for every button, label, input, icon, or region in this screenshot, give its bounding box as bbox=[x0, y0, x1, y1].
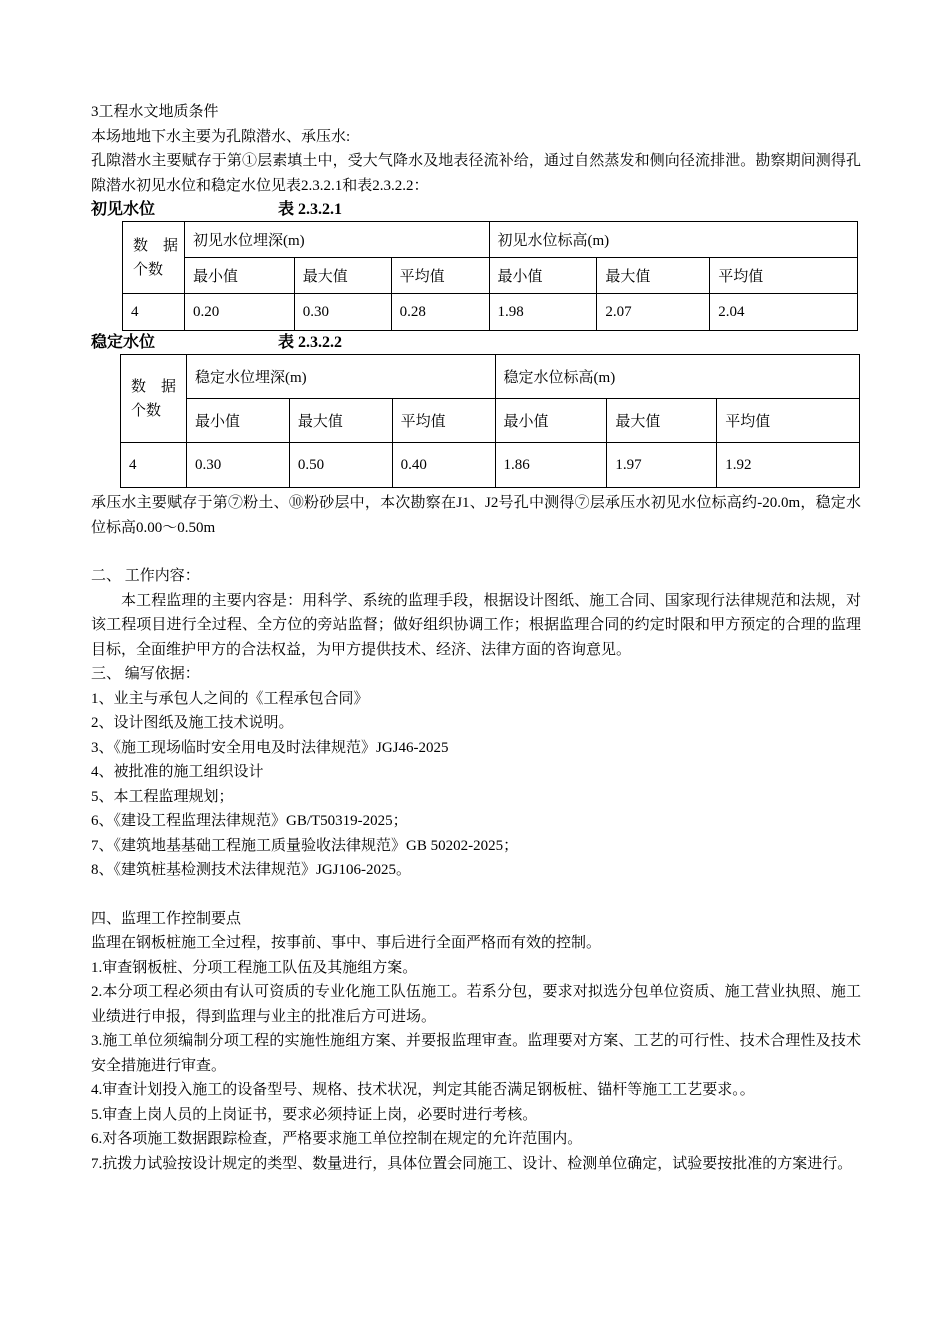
table2-cell: 1.92 bbox=[717, 443, 860, 488]
table1-cell: 0.20 bbox=[184, 294, 294, 331]
basis-item: 4、被批准的施工组织设计 bbox=[91, 764, 264, 780]
control-item: 7.抗拨力试验按设计规定的类型、数量进行，具体位置会同施工、设计、检测单位确定，试验要按批准的方案进行。 bbox=[91, 1155, 853, 1172]
section3-paragraph-1: 本场地地下水主要为孔隙潜水、承压水: bbox=[91, 128, 351, 145]
blank-line bbox=[91, 540, 861, 564]
table2-sub-header: 平均值 bbox=[392, 399, 495, 443]
basis-item: 3、《施工现场临时安全用电及时法律规范》JGJ46-2025 bbox=[91, 739, 449, 756]
table2-cell: 1.86 bbox=[495, 443, 607, 488]
basis-item: 7、《建筑地基基础工程施工质量验收法律规范》GB 50202-2025； bbox=[91, 837, 519, 854]
table2-group-elevation: 稳定水位标高(m) bbox=[495, 355, 859, 399]
table-initial-water-level bbox=[122, 221, 858, 331]
control-item: 2.本分项工程必须由有认可资质的专业化施工队伍施工。若系分包，要求对拟选分包单位资质、施工营业执照、施工业绩进行申报，得到监理与业主的批准后方可进场。 bbox=[91, 984, 861, 1025]
table2-count-header bbox=[121, 355, 187, 443]
control-item: 6.对各项施工数据跟踪检查，严格要求施工单位控制在规定的允许范围内。 bbox=[91, 1131, 583, 1147]
basis-item: 2、设计图纸及施工技术说明。 bbox=[91, 715, 294, 731]
table1-cell: 2.04 bbox=[710, 294, 858, 331]
table2-sub-header: 最大值 bbox=[289, 399, 392, 443]
table1-sub-header: 最大值 bbox=[597, 258, 710, 294]
table1-data-row bbox=[123, 294, 858, 331]
table1-sub-header: 平均值 bbox=[391, 258, 489, 294]
basis-item: 1、业主与承包人之间的《工程承包合同》 bbox=[91, 690, 369, 707]
table1-cell: 4 bbox=[123, 294, 185, 331]
table1-sub-header: 最小值 bbox=[184, 258, 294, 294]
basis-title: 三、 编写依据： bbox=[91, 666, 200, 682]
table1-group-depth: 初见水位埋深(m) bbox=[184, 222, 489, 258]
control-item: 3.施工单位须编制分项工程的实施性施组方案、并要报监理审查。监理要对方案、工艺的可行性、技术合理性及技术安全措施进行审查。 bbox=[91, 1033, 861, 1074]
table1-cell: 1.98 bbox=[489, 294, 597, 331]
table1-group-elevation: 初见水位标高(m) bbox=[489, 222, 857, 258]
table1-count-header bbox=[123, 222, 185, 294]
table2-number: 表 2.3.2.2 bbox=[278, 334, 343, 351]
table1-cell: 0.30 bbox=[294, 294, 391, 331]
control-item: 5.审查上岗人员的上岗证书，要求必须持证上岗，必要时进行考核。 bbox=[91, 1106, 538, 1123]
table-stable-water-level bbox=[120, 354, 860, 488]
table2-cell: 1.97 bbox=[607, 443, 717, 488]
table2-cell: 0.50 bbox=[289, 443, 392, 488]
table2-cell: 4 bbox=[121, 443, 187, 488]
table2-cell: 0.40 bbox=[392, 443, 495, 488]
table1-heading bbox=[91, 199, 861, 221]
blank-line bbox=[91, 883, 861, 907]
table1-count-label-1: 数 据 bbox=[133, 237, 179, 254]
confined-water-paragraph: 承压水主要赋存于第⑦粉土、⑩粉砂层中，本次勘察在J1、J2号孔中测得⑦层承压水初见水位标高约-20.0m，稳定水位标高0.00～0.50m bbox=[91, 495, 861, 536]
work-content-title: 二、 工作内容： bbox=[91, 568, 200, 584]
table1-number: 表 2.3.2.1 bbox=[278, 201, 343, 218]
table2-sub-header: 最大值 bbox=[607, 399, 717, 443]
table1-count-label-2: 个数 bbox=[133, 261, 164, 278]
control-title: 四、监理工作控制要点 bbox=[91, 910, 242, 927]
table2-cell: 0.30 bbox=[186, 443, 289, 488]
table1-sub-header: 平均值 bbox=[710, 258, 858, 294]
table2-data-row bbox=[121, 443, 860, 488]
control-intro: 监理在钢板桩施工全过程，按事前、事中、事后进行全面严格而有效的控制。 bbox=[91, 935, 602, 951]
table1-cell: 2.07 bbox=[597, 294, 710, 331]
basis-item: 5、本工程监理规划； bbox=[91, 788, 234, 805]
table1-caption: 初见水位 bbox=[91, 201, 156, 218]
table2-sub-header: 最小值 bbox=[495, 399, 607, 443]
table2-count-label-1: 数 据 bbox=[131, 378, 177, 395]
document-page bbox=[91, 100, 861, 1176]
table2-heading bbox=[91, 332, 861, 354]
section3-title: 3工程水文地质条件 bbox=[91, 104, 219, 120]
table2-group-depth: 稳定水位埋深(m) bbox=[186, 355, 495, 399]
table2-sub-header: 平均值 bbox=[717, 399, 860, 443]
table2-caption: 稳定水位 bbox=[91, 334, 156, 351]
work-content-body: 本工程监理的主要内容是：用科学、系统的监理手段，根据设计图纸、施工合同、国家现行法律规范和法规，对该工程项目进行全过程、全方位的旁站监督；做好组织协调工作；根据监理合同的约定时限和甲方预定的合理的监理目标，全面维护甲方的合法权益，为甲方提供技术、经济、法律方面的咨询意见。 bbox=[91, 592, 861, 658]
table1-sub-header: 最小值 bbox=[489, 258, 597, 294]
control-item: 4.审查计划投入施工的设备型号、规格、技术状况，判定其能否满足钢板桩、锚杆等施工工艺要求。。 bbox=[91, 1082, 755, 1098]
table1-sub-header: 最大值 bbox=[294, 258, 391, 294]
table2-sub-header: 最小值 bbox=[186, 399, 289, 443]
table2-count-label-2: 个数 bbox=[131, 402, 162, 419]
table1-cell: 0.28 bbox=[391, 294, 489, 331]
control-item: 1.审查钢板桩、分项工程施工队伍及其施组方案。 bbox=[91, 959, 418, 976]
basis-item: 6、《建设工程监理法律规范》GB/T50319-2025； bbox=[91, 813, 408, 829]
section3-paragraph-2: 孔隙潜水主要赋存于第①层素填土中，受大气降水及地表径流补给，通过自然蒸发和侧向径流排泄。勘察期间测得孔隙潜水初见水位和稳定水位见表2.3.2.1和表2.3.2.2： bbox=[91, 153, 861, 194]
basis-item: 8、《建筑桩基检测技术法律规范》JGJ106-2025。 bbox=[91, 862, 412, 878]
